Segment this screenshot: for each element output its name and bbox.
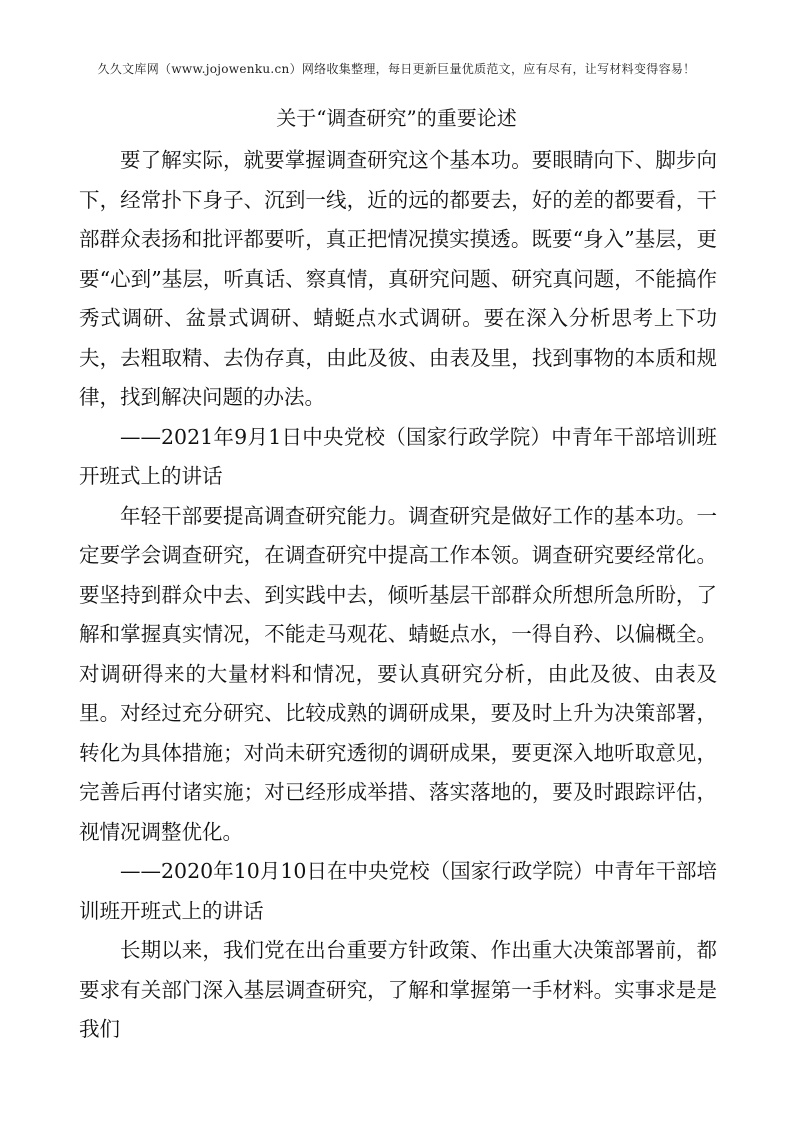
document-title: 关于“调查研究”的重要论述 bbox=[276, 106, 517, 130]
source-citation-2: ——2020年10月10日在中央党校（国家行政学院）中青年干部培训班开班式上的讲话 bbox=[79, 859, 717, 923]
paragraph-2: 年轻干部要提高调查研究能力。调查研究是做好工作的基本功。一定要学会调查研究，在调查研究中提高工作本领。调查研究要经常化。要坚持到群众中去、到实践中去，倾听基层干部群众所想所急所盼，了解和掌握真实情况，不能走马观花、蜻蜓点水，一得自矜、以偏概全。对调研得来的大量材料和情况，要认真研究分析，由此及彼、由表及里。对经过充分研究、比较成熟的调研成果，要及时上升为决策部署，转化为具体措施；对尚未研究透彻的调研成果，要更深入地听取意见，完善后再付诸实施；对已经形成举措、落实落地的，要及时跟踪评估，视情况调整优化。 bbox=[79, 503, 717, 844]
header-note: 久久文库网（www.jojowenku.cn）网络收集整理，每日更新巨量优质范文，应有尽有，让写材料变得容易！ bbox=[97, 62, 696, 76]
source-citation-1: ——2021年9月1日中央党校（国家行政学院）中青年干部培训班开班式上的讲话 bbox=[79, 424, 717, 488]
paragraph-3: 长期以来，我们党在出台重要方针政策、作出重大决策部署前，都要求有关部门深入基层调查研究，了解和掌握第一手材料。实事求是是我们 bbox=[79, 938, 717, 1041]
document-body bbox=[79, 141, 717, 1050]
paragraph-1: 要了解实际，就要掌握调查研究这个基本功。要眼睛向下、脚步向下，经常扑下身子、沉到一线，近的远的都要去，好的差的都要看，干部群众表扬和批评都要听，真正把情况摸实摸透。既要“身入”基层，更要“心到”基层，听真话、察真情，真研究问题、研究真问题，不能搞作秀式调研、盆景式调研、蜻蜓点水式调研。要在深入分析思考上下功夫，去粗取精、去伪存真，由此及彼、由表及里，找到事物的本质和规律，找到解决问题的办法。 bbox=[79, 148, 717, 409]
